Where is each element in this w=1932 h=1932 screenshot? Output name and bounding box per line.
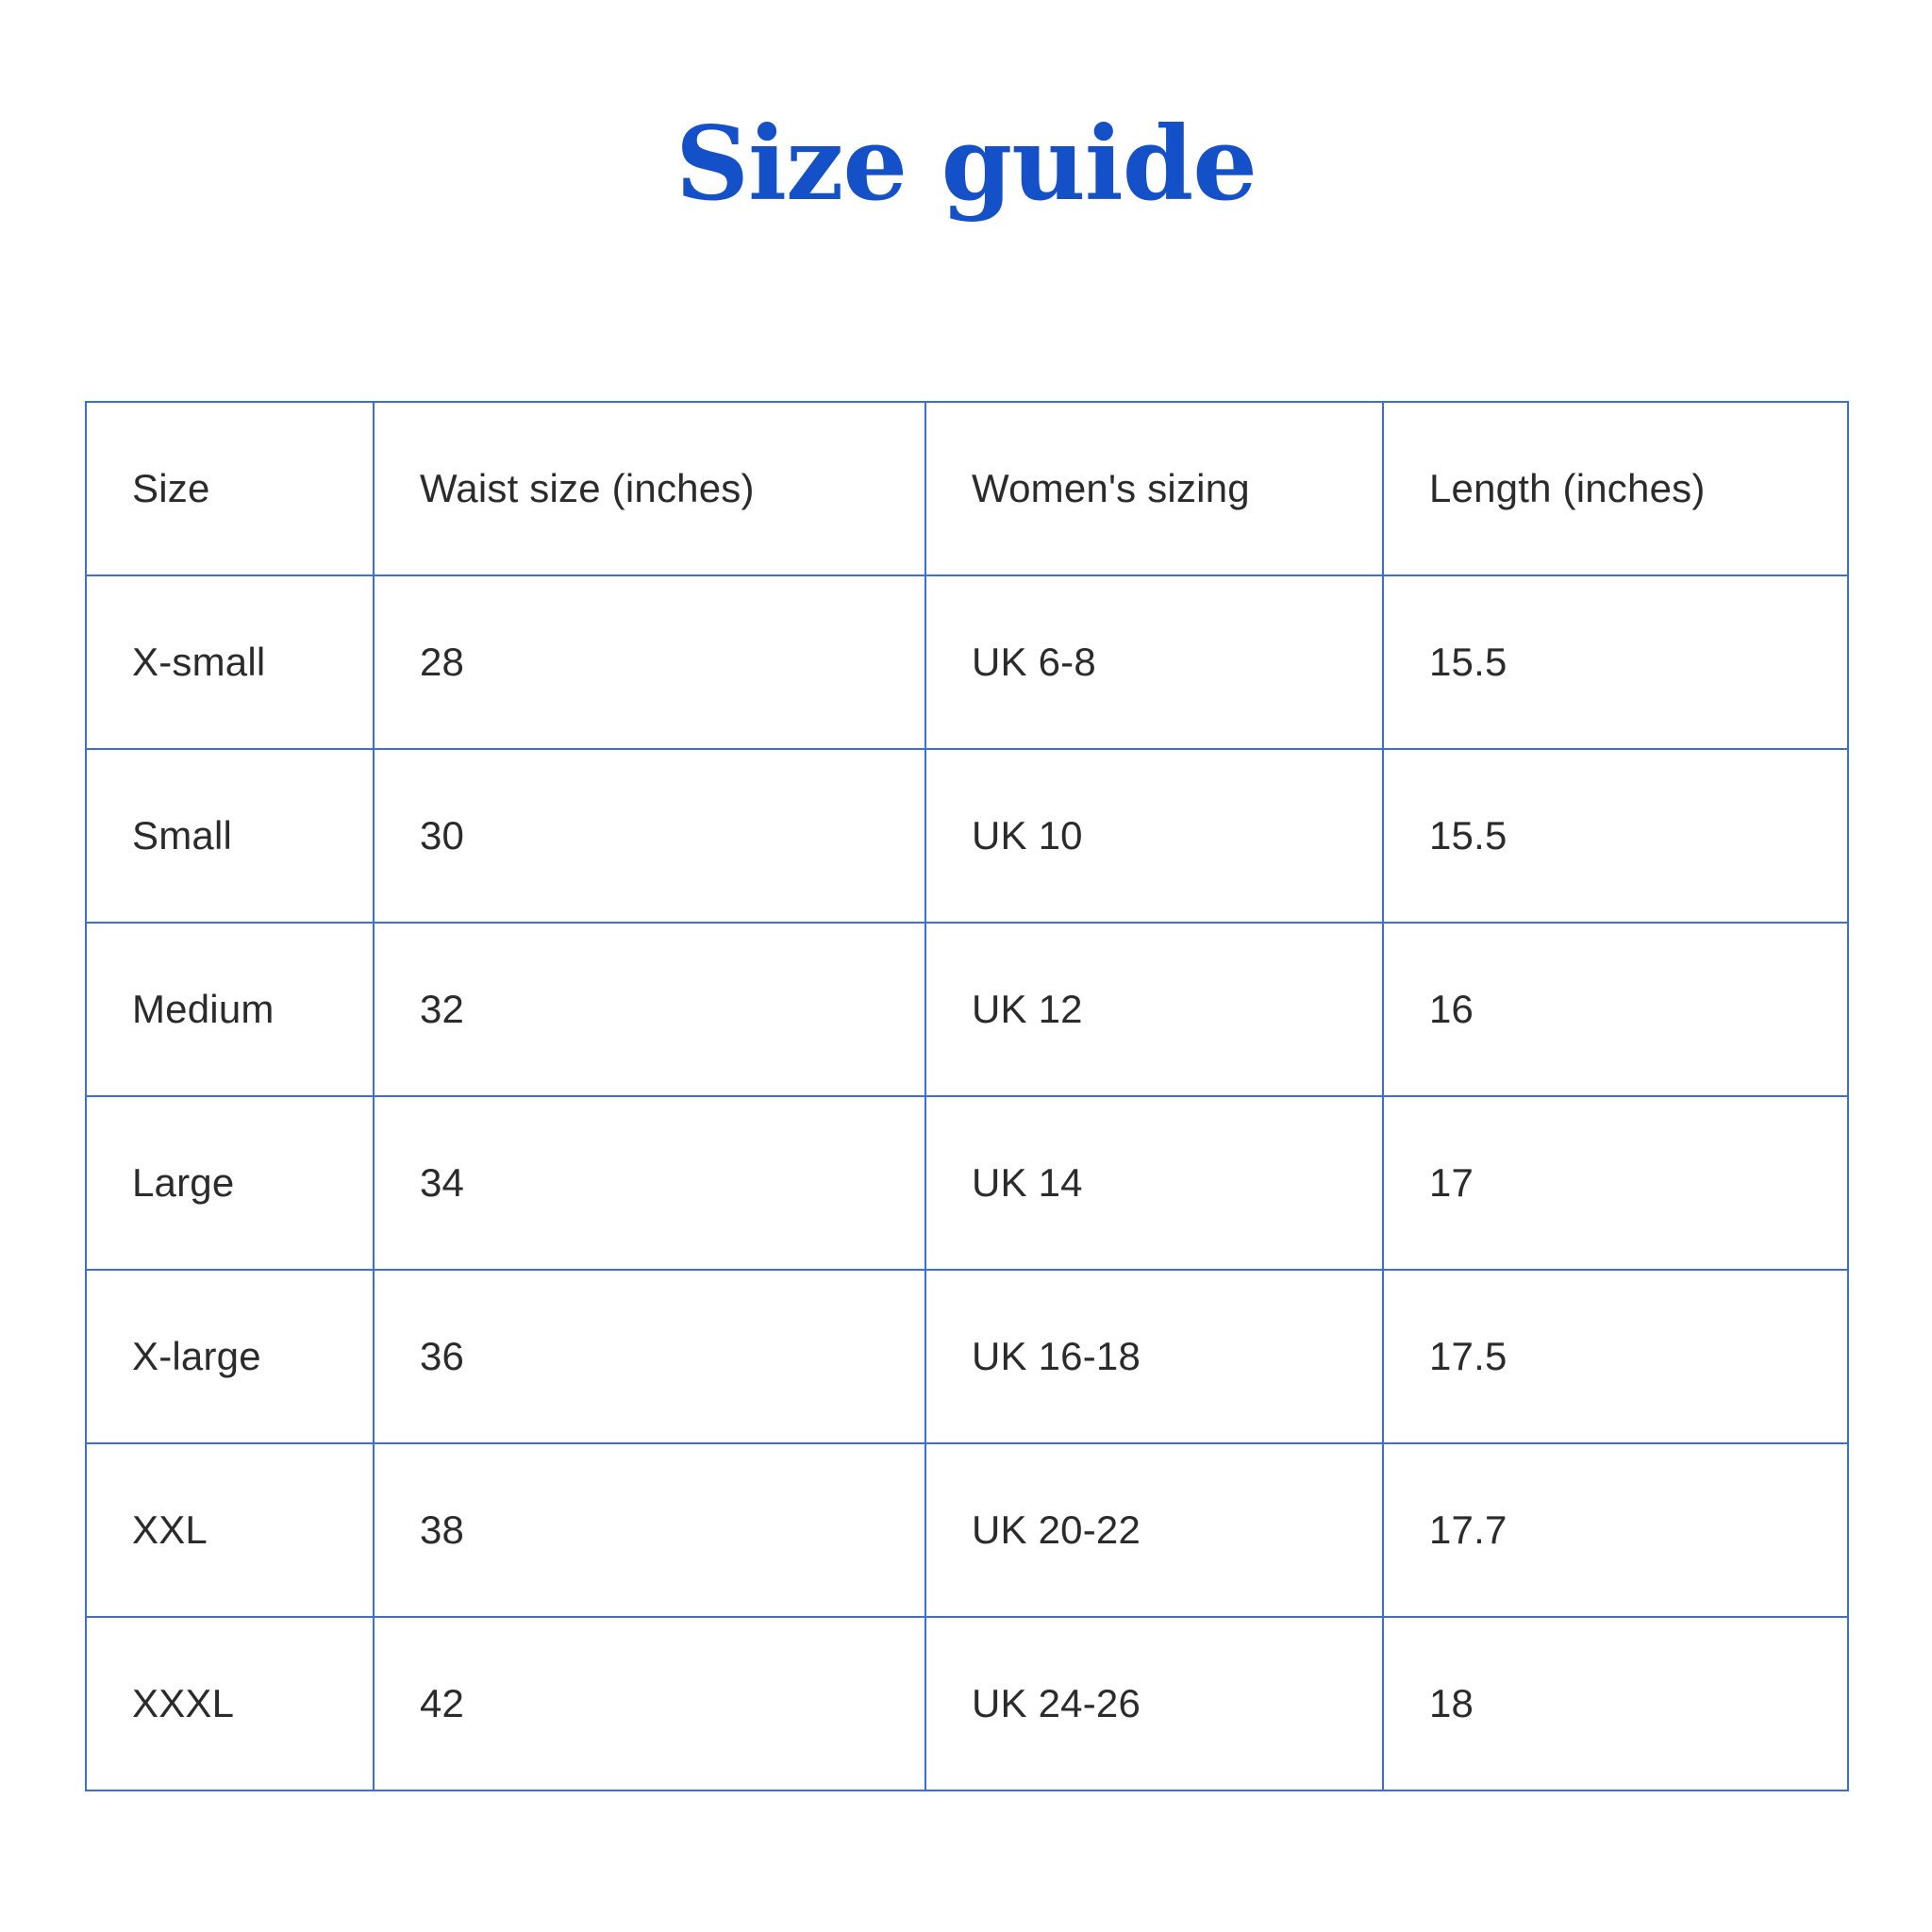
cell-womens-sizing-value: UK 20-22 — [972, 1507, 1141, 1552]
size-guide-table-container — [85, 401, 1847, 1791]
cell-waist — [374, 923, 925, 1096]
cell-waist-value: 32 — [420, 987, 465, 1031]
page-title: Size guide — [675, 105, 1257, 224]
cell-waist — [374, 1096, 925, 1270]
cell-womens-sizing — [925, 749, 1383, 923]
cell-womens-sizing — [925, 575, 1383, 749]
column-header-waist — [374, 402, 925, 575]
cell-length — [1383, 575, 1848, 749]
cell-waist-value: 34 — [420, 1160, 465, 1205]
column-header-length-label: Length (inches) — [1429, 466, 1706, 510]
cell-length-value: 15.5 — [1429, 813, 1507, 858]
cell-waist-value: 42 — [420, 1681, 465, 1725]
cell-waist-value: 30 — [420, 813, 465, 858]
cell-womens-sizing-value: UK 10 — [972, 813, 1083, 858]
cell-size-value: Small — [132, 813, 233, 858]
cell-length — [1383, 1096, 1848, 1270]
cell-womens-sizing-value: UK 14 — [972, 1160, 1083, 1205]
cell-length — [1383, 1270, 1848, 1443]
cell-size — [86, 1443, 374, 1617]
cell-waist — [374, 1443, 925, 1617]
cell-length — [1383, 923, 1848, 1096]
cell-waist — [374, 1270, 925, 1443]
cell-waist — [374, 749, 925, 923]
table-row — [86, 1617, 1848, 1790]
table-row — [86, 749, 1848, 923]
column-header-womens-sizing-label: Women's sizing — [972, 466, 1250, 510]
cell-size-value: Medium — [132, 987, 275, 1031]
cell-waist-value: 36 — [420, 1334, 465, 1378]
cell-size-value: XXL — [132, 1507, 208, 1552]
cell-womens-sizing — [925, 1270, 1383, 1443]
cell-length — [1383, 1443, 1848, 1617]
table-row — [86, 1096, 1848, 1270]
column-header-size-label: Size — [132, 466, 210, 510]
cell-size-value: XXXL — [132, 1681, 235, 1725]
cell-womens-sizing — [925, 923, 1383, 1096]
cell-length — [1383, 749, 1848, 923]
cell-size — [86, 749, 374, 923]
cell-waist — [374, 575, 925, 749]
column-header-waist-label: Waist size (inches) — [420, 466, 755, 510]
cell-womens-sizing — [925, 1617, 1383, 1790]
cell-size — [86, 575, 374, 749]
cell-length-value: 17 — [1429, 1160, 1474, 1205]
column-header-size — [86, 402, 374, 575]
cell-length-value: 18 — [1429, 1681, 1474, 1725]
cell-size — [86, 923, 374, 1096]
cell-womens-sizing-value: UK 16-18 — [972, 1334, 1141, 1378]
cell-size — [86, 1270, 374, 1443]
size-guide-table — [85, 401, 1849, 1791]
table-row — [86, 923, 1848, 1096]
cell-womens-sizing — [925, 1096, 1383, 1270]
cell-size-value: Large — [132, 1160, 235, 1205]
cell-size — [86, 1617, 374, 1790]
table-header-row — [86, 402, 1848, 575]
table-row — [86, 575, 1848, 749]
cell-length-value: 17.5 — [1429, 1334, 1507, 1378]
column-header-womens-sizing — [925, 402, 1383, 575]
cell-womens-sizing-value: UK 12 — [972, 987, 1083, 1031]
cell-length-value: 16 — [1429, 987, 1474, 1031]
cell-womens-sizing-value: UK 6-8 — [972, 640, 1096, 684]
column-header-length — [1383, 402, 1848, 575]
cell-waist — [374, 1617, 925, 1790]
cell-womens-sizing-value: UK 24-26 — [972, 1681, 1141, 1725]
cell-length — [1383, 1617, 1848, 1790]
cell-size — [86, 1096, 374, 1270]
cell-length-value: 17.7 — [1429, 1507, 1507, 1552]
cell-waist-value: 28 — [420, 640, 465, 684]
cell-size-value: X-large — [132, 1334, 261, 1378]
table-row — [86, 1270, 1848, 1443]
cell-size-value: X-small — [132, 640, 266, 684]
cell-waist-value: 38 — [420, 1507, 465, 1552]
cell-womens-sizing — [925, 1443, 1383, 1617]
cell-length-value: 15.5 — [1429, 640, 1507, 684]
table-row — [86, 1443, 1848, 1617]
